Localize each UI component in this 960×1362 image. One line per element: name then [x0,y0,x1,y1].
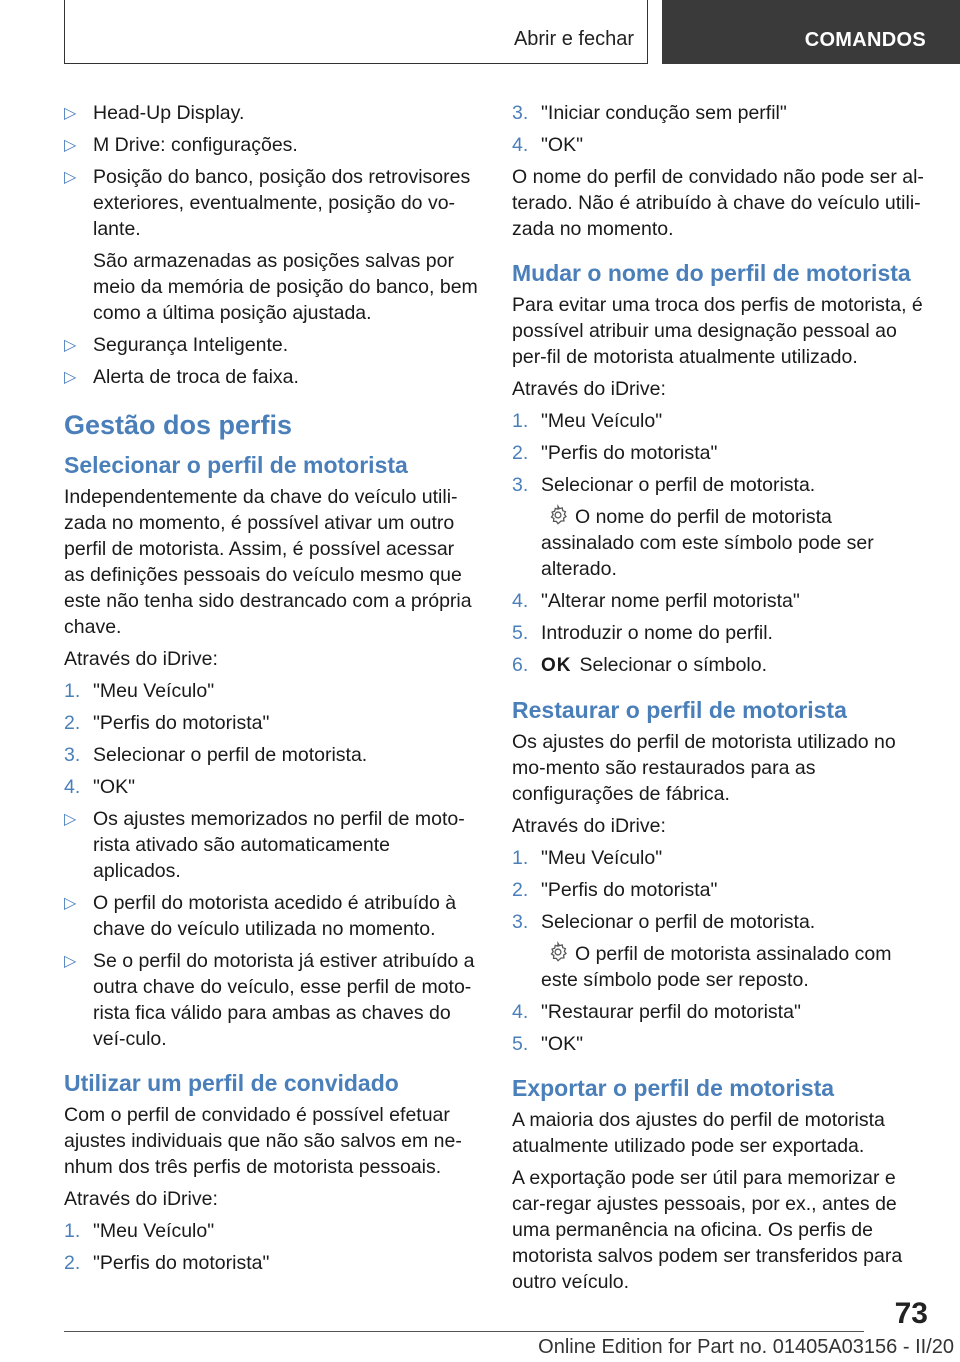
triangle-bullet-icon: ▷ [64,105,77,122]
triangle-bullet-icon: ▷ [64,369,77,386]
numbered-step: 3. "Iniciar condução sem perfil" [512,102,787,124]
bullet-note: São armazenadas as posições salvas por meio da memória de posição do banco, bem como a última posição ajustada. [93,250,478,324]
numbered-step: 4. "OK" [64,776,136,798]
paragraph: A exportação pode ser útil para memorizar e car-regar ajustes pessoais, por ex., antes de uma permanência na oficina. Os perfis de motorista salvos podem ser transferidos para outro veículo. [512,1167,903,1293]
paragraph: Através do iDrive: [64,1188,218,1210]
numbered-step: 2. "Perfis do motorista" [64,1252,270,1274]
section-heading: Gestão dos perfis [64,410,293,440]
numbered-step: 5. Introduzir o nome do perfil. [512,622,773,644]
numbered-step: 3. Selecionar o perfil de motorista. [64,744,368,766]
paragraph: Independentemente da chave do veículo utili-zada no momento, é possível ativar um outro perfil de motorista. Assim, é possível acessar as definições pessoais do veículo mesmo que este não tenha sido destrancado com a própria chave. [64,486,472,638]
numbered-step: 5. "OK" [512,1033,584,1055]
numbered-step: 4. "Alterar nome perfil motorista" [512,590,800,612]
right-column [512,100,928,1301]
numbered-step: 6. OK Selecionar o símbolo. [512,652,928,679]
paragraph: Através do iDrive: [512,815,666,837]
triangle-bullet-icon: ▷ [64,137,77,154]
header-chapter-label: COMANDOS [804,29,926,51]
numbered-step: 2. "Perfis do motorista" [64,712,270,734]
list-item: ▷ Os ajustes memorizados no perfil de moto-rista ativado são automaticamente aplicados. [64,808,465,882]
list-item: ▷ Head-Up Display. [64,100,480,126]
numbered-step: 1. "Meu Veículo" [512,410,663,432]
paragraph: Com o perfil de convidado é possível efetuar ajustes individuais que não são salvos em ne-nhum dos três perfis de motorista pessoais. [64,1104,462,1178]
triangle-bullet-icon: ▷ [64,895,77,912]
step-note: O perfil de motorista assinalado com este símbolo pode ser reposto. [541,943,892,991]
step-note: O nome do perfil de motorista assinalado com este símbolo pode ser alterado. [541,506,874,580]
triangle-bullet-icon: ▷ [64,953,77,970]
subsection-heading: Exportar o perfil de motorista [512,1075,835,1101]
list-item: ▷ O perfil do motorista acedido é atribuído à chave do veículo utilizada no momento. [64,892,457,940]
paragraph: A maioria dos ajustes do perfil de motorista atualmente utilizado pode ser exportada. [512,1109,885,1157]
list-item: ▷ Se o perfil do motorista já estiver atribuído a outra chave do veículo, esse perfil de moto-rista fica válido para ambas as chaves do veí-culo. [64,950,475,1050]
list-item: ▷ Posição do banco, posição dos retrovisores exteriores, eventualmente, posição do vo-lante. [64,166,471,240]
paragraph: Os ajustes do perfil de motorista utilizado no mo-mento são restaurados para as configurações de fábrica. [512,731,896,805]
list-item: ▷ Segurança Inteligente. [64,332,480,358]
numbered-step: 4. "Restaurar perfil do motorista" [512,1001,801,1023]
list-item: ▷ M Drive: configurações. [64,132,480,158]
numbered-step: 3. Selecionar o perfil de motorista. [512,474,816,496]
ok-symbol-icon: OK [541,655,572,676]
numbered-step: 3. Selecionar o perfil de motorista. [512,911,816,933]
page-number: 73 [894,1297,928,1330]
footer-divider [64,1331,864,1332]
numbered-step: 1. "Meu Veículo" [64,1220,215,1242]
list-item: ▷ Alerta de troca de faixa. [64,364,480,390]
triangle-bullet-icon: ▷ [64,169,77,186]
numbered-step: 4. "OK" [512,134,584,156]
paragraph: Para evitar uma troca dos perfis de motorista, é possível atribuir uma designação pessoal ao per-fil de motorista atualmente utilizado. [512,294,923,368]
triangle-bullet-icon: ▷ [64,811,77,828]
subsection-heading: Selecionar o perfil de motorista [64,452,408,478]
triangle-bullet-icon: ▷ [64,337,77,354]
footer-edition: Online Edition for Part no. 01405A03156 - II/20 [538,1336,954,1358]
numbered-step: 1. "Meu Veículo" [512,847,663,869]
page-header [0,0,960,66]
subsection-heading: Utilizar um perfil de convidado [64,1070,399,1096]
paragraph: Através do iDrive: [512,378,666,400]
left-column [64,100,480,1282]
header-section-title: Abrir e fechar [513,28,634,50]
subsection-heading: Mudar o nome do perfil de motorista [512,260,911,286]
paragraph: Através do iDrive: [64,648,218,670]
paragraph: O nome do perfil de convidado não pode ser al-terado. Não é atribuído à chave do veículo utili-zada no momento. [512,166,924,240]
gear-icon [547,941,569,963]
header-chapter-tab [662,0,960,64]
numbered-step: 2. "Perfis do motorista" [512,879,718,901]
subsection-heading: Restaurar o perfil de motorista [512,697,847,723]
numbered-step: 2. "Perfis do motorista" [512,442,718,464]
numbered-step: 1. "Meu Veículo" [64,680,215,702]
gear-icon [547,504,569,526]
